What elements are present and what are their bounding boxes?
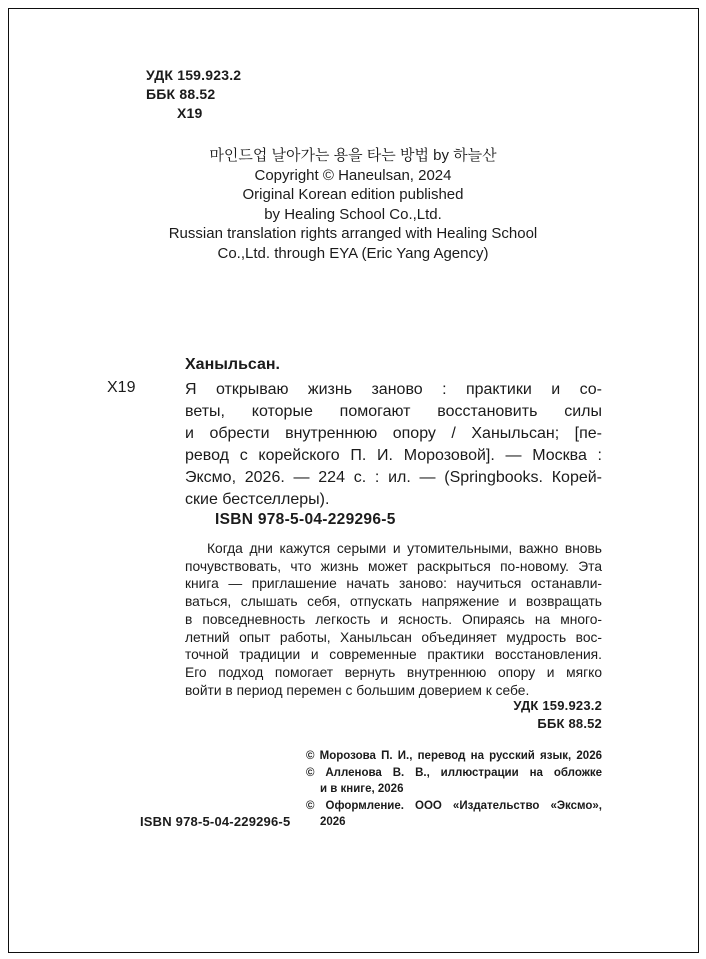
annotation-line: в повседневность легкость и ясность. Опираясь на много-	[185, 611, 602, 627]
credit-line: © Морозова П. И., перевод на русский язык, 2026	[306, 750, 602, 762]
annotation-line: почувствовать, что жизнь может раскрыться по-новому. Эта	[185, 558, 602, 574]
catalog-codes-bottom	[400, 697, 602, 732]
catalog-codes-top	[146, 66, 306, 123]
annotation-line: книга — приглашение начать заново: научиться останавли-	[185, 576, 602, 592]
bib-line: Эксмо, 2026. — 224 с. : ил. — (Springbooks. Корей-	[185, 468, 602, 486]
bib-author-code: Х19	[107, 379, 136, 396]
bbk-number: ББК 88.52	[146, 86, 216, 102]
bib-line: веты, которые помогают восстановить силы	[185, 402, 602, 420]
bib-line: Я открываю жизнь заново : практики и со-	[185, 381, 602, 398]
copyright-line: by Healing School Co.,Ltd.	[264, 205, 442, 223]
credit-line: 2026	[320, 816, 346, 829]
isbn-number: ISBN 978-5-04-229296-5	[215, 511, 396, 528]
annotation-line: точной традиции и современные практики восстановления.	[185, 647, 602, 663]
bbk-number: ББК 88.52	[537, 715, 602, 731]
credits-block	[306, 748, 602, 831]
annotation-line: ваться, слышать себя, отпускать напряжение и возвращать	[185, 594, 602, 610]
annotation-line: войти в период перемен с большим доверием к себе.	[185, 682, 530, 698]
annotation	[185, 540, 602, 699]
isbn-number-footer: ISBN 978-5-04-229296-5	[140, 814, 291, 829]
bib-author: Ханыльсан.	[185, 356, 280, 373]
credit-line: и в книге, 2026	[320, 783, 404, 796]
copyright-line: Russian translation rights arranged with Healing School	[168, 225, 538, 242]
annotation-line: Когда дни кажутся серыми и утомительными, важно вновь	[207, 541, 602, 556]
copyright-line: Original Korean edition published	[242, 186, 464, 203]
bibliographic-entry	[185, 379, 602, 510]
author-code: Х19	[177, 105, 203, 121]
copyright-line: Copyright © Haneulsan, 2024	[254, 166, 452, 184]
bib-line: ревод с корейского П. И. Морозовой]. — Москва :	[185, 446, 602, 464]
udk-number: УДК 159.923.2	[513, 698, 602, 713]
annotation-line: Его подход помогает вернуть внутреннюю опору и мягко	[185, 664, 602, 680]
copyright-line: Co.,Ltd. through EYA (Eric Yang Agency)	[217, 244, 489, 262]
korean-title: 마인드업 날아가는 용을 타는 방법 by 하늘산	[209, 147, 497, 164]
credit-line: © Оформление. ООО «Издательство «Эксмо»,	[306, 799, 602, 812]
rights-block	[103, 146, 603, 263]
udk-number: УДК 159.923.2	[146, 67, 242, 83]
bib-line: ские бестселлеры).	[185, 490, 330, 508]
bib-line: и обрести внутреннюю опору / Ханыльсан; [пе-	[185, 424, 602, 442]
credit-line: © Алленова В. В., иллюстрации на обложке	[306, 766, 602, 779]
annotation-line: летний опыт работы, Ханыльсан объединяет мудрость вос-	[185, 629, 602, 645]
